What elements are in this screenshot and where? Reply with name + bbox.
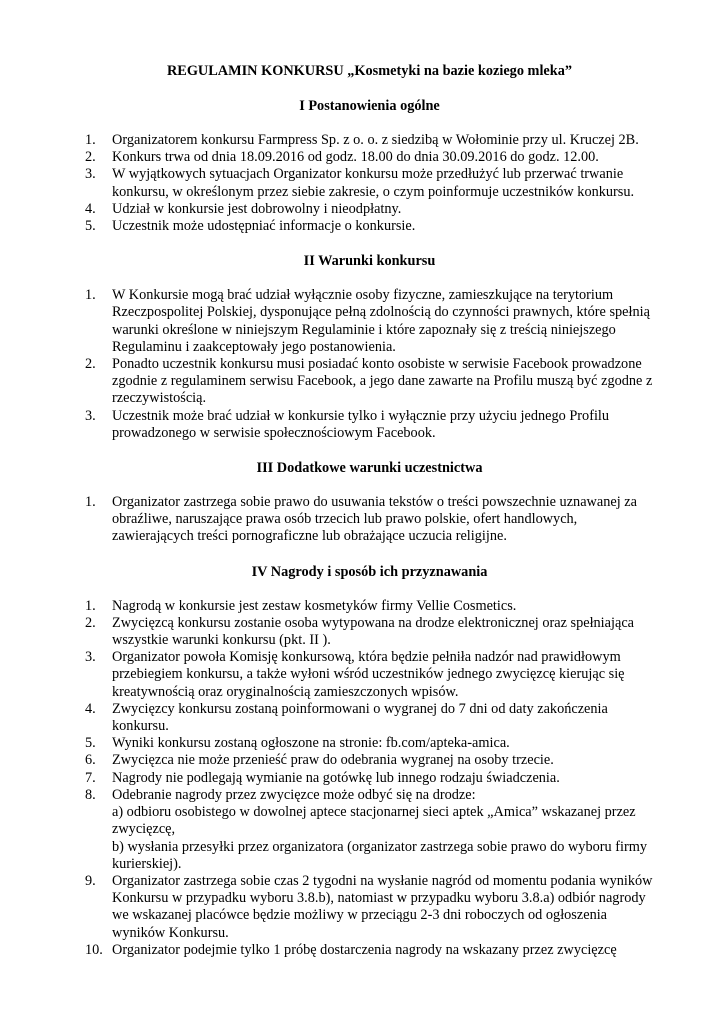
item-number: 2.: [85, 356, 96, 373]
item-number: 1.: [85, 287, 96, 304]
list-item: [85, 701, 654, 735]
item-text: Organizator powoła Komisję konkursową, która będzie pełniła nadzór nad prawidłowym przebiegiem konkursu, a także wyłoni wśród uczestników jednego zwycięzcę kierując się kreatywnością oraz oryginalnością zamieszczonych wpisów.: [112, 649, 625, 700]
list-item: [85, 218, 654, 235]
list-item: [85, 873, 654, 942]
section-list: [85, 494, 654, 546]
item-text: Nagrodą w konkursie jest zestaw kosmetyków firmy Vellie Cosmetics.: [112, 597, 517, 614]
item-text: Zwycięzcy konkursu zostaną poinformowani o wygranej do 7 dni od daty zakończenia konkursu.: [112, 700, 608, 735]
list-item: [85, 166, 654, 200]
item-text: Wyniki konkursu zostaną ogłoszone na stronie: fb.com/apteka-amica.: [112, 735, 510, 752]
item-number: 1.: [85, 494, 96, 511]
list-item: [85, 735, 654, 752]
item-number: 1.: [85, 597, 96, 614]
item-text: Organizator zastrzega sobie prawo do usuwania tekstów o treści powszechnie uznawanej za obraźliwe, naruszające prawa osób trzecich lub prawo polskie, ofert handlowych, zawierających treści pornograficzne lub obrażające uczucia religijne.: [112, 494, 637, 545]
item-text: Zwycięzca nie może przenieść praw do odebrania wygranej na osoby trzecie.: [112, 752, 554, 769]
item-number: 2.: [85, 149, 96, 166]
section-heading: IV Nagrody i sposób ich przyznawania: [251, 563, 488, 580]
item-number: 1.: [85, 132, 96, 148]
item-line: a) odbioru osobistego w dowolnej aptece stacjonarnej sieci aptek „Amica” wskazanej przez zwycięzcę,: [112, 804, 636, 838]
item-text: Uczestnik może brać udział w konkursie tylko i wyłącznie przy użyciu jednego Profilu prowadzonego w serwisie społecznościowym Facebook.: [112, 407, 610, 441]
list-item: [85, 752, 654, 769]
item-number: 9.: [85, 872, 96, 889]
section-list: [85, 598, 654, 959]
list-item: [85, 149, 654, 166]
list-item: [85, 615, 654, 649]
item-text: Ponadto uczestnik konkursu musi posiadać konto osobiste w serwisie Facebook prowadzone zgodnie z regulaminem serwisu Facebook, a jego dane zawarte na Profilu muszą być zgodne z rzeczywistością.: [112, 356, 653, 407]
section-heading: III Dodatkowe warunki uczestnictwa: [256, 460, 483, 477]
list-item: [85, 408, 654, 442]
item-text: Zwycięzcą konkursu zostanie osoba wytypowana na drodze elektronicznej oraz spełniająca wszystkie warunki konkursu (pkt. II ).: [112, 614, 635, 649]
item-text: W Konkursie mogą brać udział wyłącznie osoby fizyczne, zamieszkujące na terytorium Rzeczpospolitej Polskiej, dysponujące pełną zdolnością do czynności prawnych, które spełnią warunki określone w niniejszym Regulaminie i które zapoznały się z treścią niniejszego Regulaminu i zaakceptowały jego postanowienia.: [112, 287, 650, 355]
list-item: [85, 942, 654, 959]
item-line: Odebranie nagrody przez zwycięzce może odbyć się na drodze:: [112, 786, 476, 803]
section-heading: I Postanowienia ogólne: [299, 98, 440, 114]
item-number: 4.: [85, 700, 96, 717]
item-number: 3.: [85, 407, 96, 424]
document-title: REGULAMIN KONKURSU „Kosmetyki na bazie koziego mleka”: [166, 63, 573, 79]
list-item: [85, 770, 654, 787]
list-item: [85, 201, 654, 218]
section-heading: II Warunki konkursu: [303, 253, 436, 270]
item-text: Organizator zastrzega sobie czas 2 tygodni na wysłanie nagród od momentu podania wyników Konkursu w przypadku wyboru 3.8.b), natomiast w przypadku wyboru 3.8.a) odbiór nagrody we wskazanej placówce będzie możliwy w przeciągu 2-3 dni roboczych od ogłoszenia wyników Konkursu.: [112, 872, 653, 941]
list-item: [85, 287, 654, 356]
item-text: Uczestnik może udostępniać informacje o konkursie.: [112, 218, 416, 235]
item-text: Konkurs trwa od dnia 18.09.2016 od godz. 18.00 do dnia 30.09.2016 do godz. 12.00.: [112, 149, 599, 166]
item-number: 2.: [85, 614, 96, 631]
list-item: [85, 132, 654, 149]
item-text: Nagrody nie podlegają wymianie na gotówkę lub innego rodzaju świadczenia.: [112, 769, 560, 786]
item-number: 10.: [85, 941, 103, 958]
item-text: W wyjątkowych sytuacjach Organizator konkursu może przedłużyć lub przerwać trwanie konkursu, w określonym przez siebie zakresie, o czym poinformuje uczestników konkursu.: [112, 166, 635, 200]
item-number: 5.: [85, 735, 96, 752]
list-item: [85, 787, 654, 873]
list-item: [85, 598, 654, 615]
list-item: [85, 494, 654, 546]
item-number: 8.: [85, 786, 96, 803]
list-item: [85, 356, 654, 408]
item-number: 6.: [85, 752, 96, 769]
section-list: [85, 132, 654, 235]
item-line: b) wysłania przesyłki przez organizatora (organizator zastrzega sobie prawo do wyboru firmy kurierskiej).: [112, 838, 648, 872]
item-text: Organizatorem konkursu Farmpress Sp. z o. o. z siedzibą w Wołominie przy ul. Kruczej 2B.: [112, 132, 639, 148]
section-list: [85, 287, 654, 442]
item-text: Udział w konkursie jest dobrowolny i nieodpłatny.: [112, 200, 402, 217]
item-number: 3.: [85, 166, 96, 183]
item-number: 5.: [85, 218, 96, 235]
item-text: Organizator podejmie tylko 1 próbę dostarczenia nagrody na wskazany przez zwycięzcę: [112, 941, 617, 958]
item-number: 3.: [85, 649, 96, 666]
item-number: 7.: [85, 769, 96, 786]
list-item: [85, 649, 654, 701]
item-number: 4.: [85, 200, 96, 217]
